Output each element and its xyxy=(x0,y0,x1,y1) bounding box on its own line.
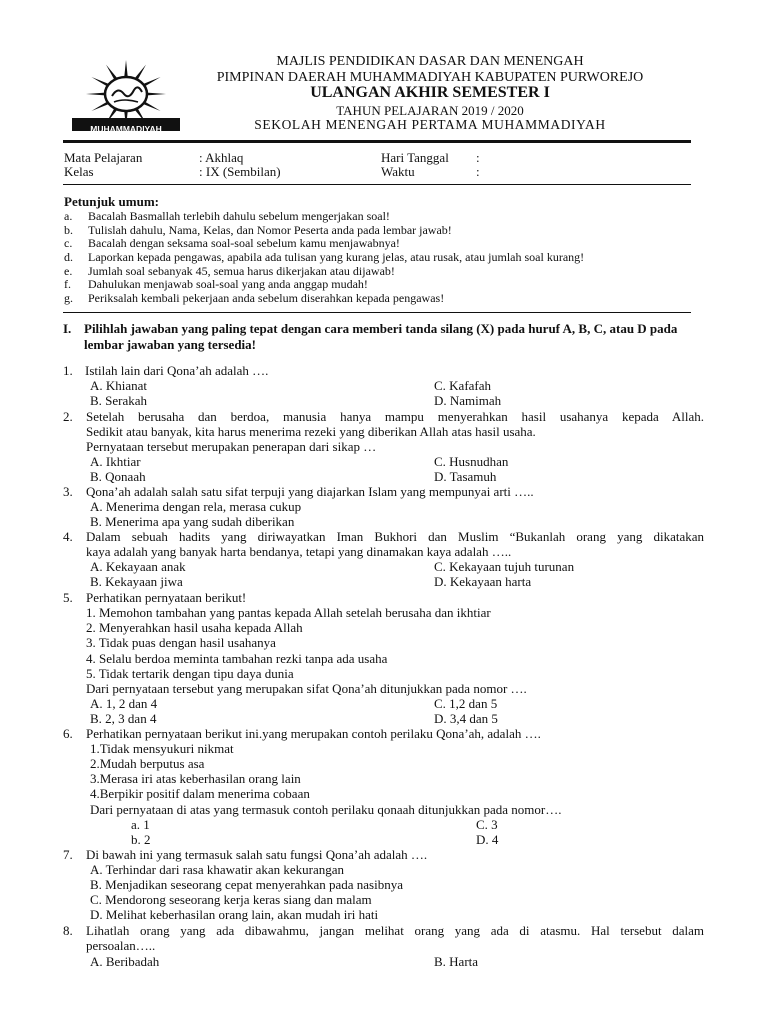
question-text: Istilah lain dari Qona’ah adalah …. xyxy=(85,363,269,378)
option-b: B. Serakah xyxy=(90,393,148,408)
petunjuk-item: b. Tulislah dahulu, Nama, Kelas, dan Nomor Peserta anda pada lembar jawab! xyxy=(64,223,452,237)
waktu-label: Waktu xyxy=(381,164,415,179)
statement-item: 4. Selalu berdoa meminta tambahan rezki tanpa ada usaha xyxy=(86,651,388,666)
option-a: A. Khianat xyxy=(90,378,148,393)
statement-item: 3. Tidak puas dengan hasil usahanya xyxy=(86,635,276,650)
logo-caption: MUHAMMADIYAH xyxy=(90,124,162,134)
mapel-value: : Akhlaq xyxy=(199,150,244,165)
option-d: D. 4 xyxy=(476,832,499,847)
option-b: B. Harta xyxy=(434,954,479,969)
question-text: persoalan….. xyxy=(86,938,156,953)
option-b: B. Kekayaan jiwa xyxy=(90,574,183,589)
question-number: 7. xyxy=(63,847,73,862)
statement-item: 4.Berpikir positif dalam menerima cobaan xyxy=(90,786,310,801)
mapel-label: Mata Pelajaran xyxy=(64,150,143,165)
option-a: A. Menerima dengan rela, merasa cukup xyxy=(90,499,302,514)
hari-label: Hari Tanggal xyxy=(381,150,449,165)
question-number: 1. xyxy=(63,363,73,378)
petunjuk-item: d. Laporkan kepada pengawas, apabila ada tulisan yang kurang jelas, atau rusak, atau jumlah soal kurang! xyxy=(64,250,585,264)
question-text: Pernyataan tersebut merupakan penerapan dari sikap … xyxy=(86,439,377,454)
option-a: A. Beribadah xyxy=(90,954,160,969)
statement-item: 2.Mudah berputus asa xyxy=(90,756,205,771)
option-a: A. Kekayaan anak xyxy=(90,559,186,574)
kelas-label: Kelas xyxy=(64,164,94,179)
academic-year: TAHUN PELAJARAN 2019 / 2020 xyxy=(336,103,524,118)
option-b: b. 2 xyxy=(131,832,151,847)
school-name: SEKOLAH MENENGAH PERTAMA MUHAMMADIYAH xyxy=(254,117,606,132)
option-d: D. Melihat keberhasilan orang lain, akan mudah iri hati xyxy=(90,907,379,922)
question-number: 8. xyxy=(63,923,73,938)
petunjuk-item: e. Jumlah soal sebanyak 45, semua harus dikerjakan atau dijawab! xyxy=(64,264,395,278)
option-c: C. Mendorong seseorang kerja keras siang dan malam xyxy=(90,892,372,907)
statement-item: 2. Menyerahkan hasil usaha kepada Allah xyxy=(86,620,303,635)
question-number: 4. xyxy=(63,529,73,544)
question-number: 3. xyxy=(63,484,73,499)
question-text: Sedikit atau banyak, kita harus menerima rezeki yang diberikan Allah atas hasil usaha. xyxy=(86,424,536,439)
statement-item: 1. Memohon tambahan yang pantas kepada Allah setelah berusaha dan ikhtiar xyxy=(86,605,491,620)
kelas-value: : IX (Sembilan) xyxy=(199,164,281,179)
info-divider xyxy=(63,184,691,185)
question-number: 2. xyxy=(63,409,73,424)
option-b: B. Menjadikan seseorang cepat menyerahkan pada nasibnya xyxy=(90,877,403,892)
option-a: A. Ikhtiar xyxy=(90,454,141,469)
question-text: Dari pernyataan tersebut yang merupakan sifat Qona’ah ditunjukkan pada nomor …. xyxy=(86,681,527,696)
waktu-value: : xyxy=(476,164,480,179)
question-text: Lihatlah orang yang ada dibawahmu, jangan melihat orang yang ada di atasmu. Hal tersebut dalam xyxy=(86,923,704,938)
petunjuk-item: f. Dahulukan menjawab soal-soal yang anda anggap mudah! xyxy=(64,277,368,291)
petunjuk-title: Petunjuk umum: xyxy=(64,194,159,209)
header-divider xyxy=(63,140,691,143)
petunjuk-item: c. Bacalah dengan seksama soal-soal sebelum kamu menjawabnya! xyxy=(64,236,400,250)
section-number: I. xyxy=(63,321,72,336)
option-a: a. 1 xyxy=(131,817,150,832)
option-d: D. Tasamuh xyxy=(434,469,497,484)
option-c: C. 1,2 dan 5 xyxy=(434,696,498,711)
question-text: Di bawah ini yang termasuk salah satu fungsi Qona’ah adalah …. xyxy=(86,847,428,862)
petunjuk-item: a. Bacalah Basmallah terlebih dahulu sebelum mengerjakan soal! xyxy=(64,209,390,223)
option-a: A. Terhindar dari rasa khawatir akan kekurangan xyxy=(90,862,345,877)
question-number: 5. xyxy=(63,590,73,605)
option-b: B. 2, 3 dan 4 xyxy=(90,711,157,726)
option-b: B. Qonaah xyxy=(90,469,146,484)
question-number: 6. xyxy=(63,726,73,741)
section-text: Pilihlah jawaban yang paling tepat dengan cara memberi tanda silang (X) pada huruf A, B, C, atau D pada lembar jawaban yang tersedia! xyxy=(84,321,678,352)
statement-item: 1.Tidak mensyukuri nikmat xyxy=(90,741,234,756)
question-text: kaya adalah yang banyak harta bendanya, tetapi yang dinamakan kaya adalah ….. xyxy=(86,544,512,559)
question-text: Dalam sebuah hadits yang diriwayatkan Iman Bukhori dan Muslim “Bukanlah orang yang dikatakan xyxy=(86,529,704,544)
question-text: Qona’ah adalah salah satu sifat terpuji yang diajarkan Islam yang mempunyai arti ….. xyxy=(86,484,534,499)
statement-item: 3.Merasa iri atas keberhasilan orang lain xyxy=(90,771,301,786)
section-instruction xyxy=(63,321,703,355)
option-a: A. 1, 2 dan 4 xyxy=(90,696,158,711)
question-text: Perhatikan pernyataan berikut ini.yang merupakan contoh perilaku Qona’ah, adalah …. xyxy=(86,726,541,741)
header-majlis: MAJLIS PENDIDIKAN DASAR DAN MENENGAH xyxy=(276,54,584,69)
option-d: D. Kekayaan harta xyxy=(434,574,532,589)
option-d: D. 3,4 dan 5 xyxy=(434,711,498,726)
hari-value: : xyxy=(476,150,480,165)
petunjuk-item: g. Periksalah kembali pekerjaan anda sebelum diserahkan kepada pengawas! xyxy=(64,291,445,305)
option-c: C. Kekayaan tujuh turunan xyxy=(434,559,575,574)
option-d: D. Namimah xyxy=(434,393,502,408)
option-c: C. 3 xyxy=(476,817,498,832)
option-c: C. Kafafah xyxy=(434,378,492,393)
header-pimpinan: PIMPINAN DAERAH MUHAMMADIYAH KABUPATEN PURWOREJO xyxy=(216,70,644,85)
question-text: Perhatikan pernyataan berikut! xyxy=(86,590,247,605)
question-text: Setelah berusaha dan berdoa, manusia hanya mampu menyerahkan hasil usahanya kepada Allah. xyxy=(86,409,704,424)
petunjuk-divider xyxy=(63,312,691,313)
question-text: Dari pernyataan di atas yang termasuk contoh perilaku qonaah ditunjukkan pada nomor…. xyxy=(90,802,562,817)
option-c: C. Husnudhan xyxy=(434,454,509,469)
option-b: B. Menerima apa yang sudah diberikan xyxy=(90,514,295,529)
exam-title: ULANGAN AKHIR SEMESTER I xyxy=(310,84,550,101)
statement-item: 5. Tidak tertarik dengan tipu daya dunia xyxy=(86,666,294,681)
